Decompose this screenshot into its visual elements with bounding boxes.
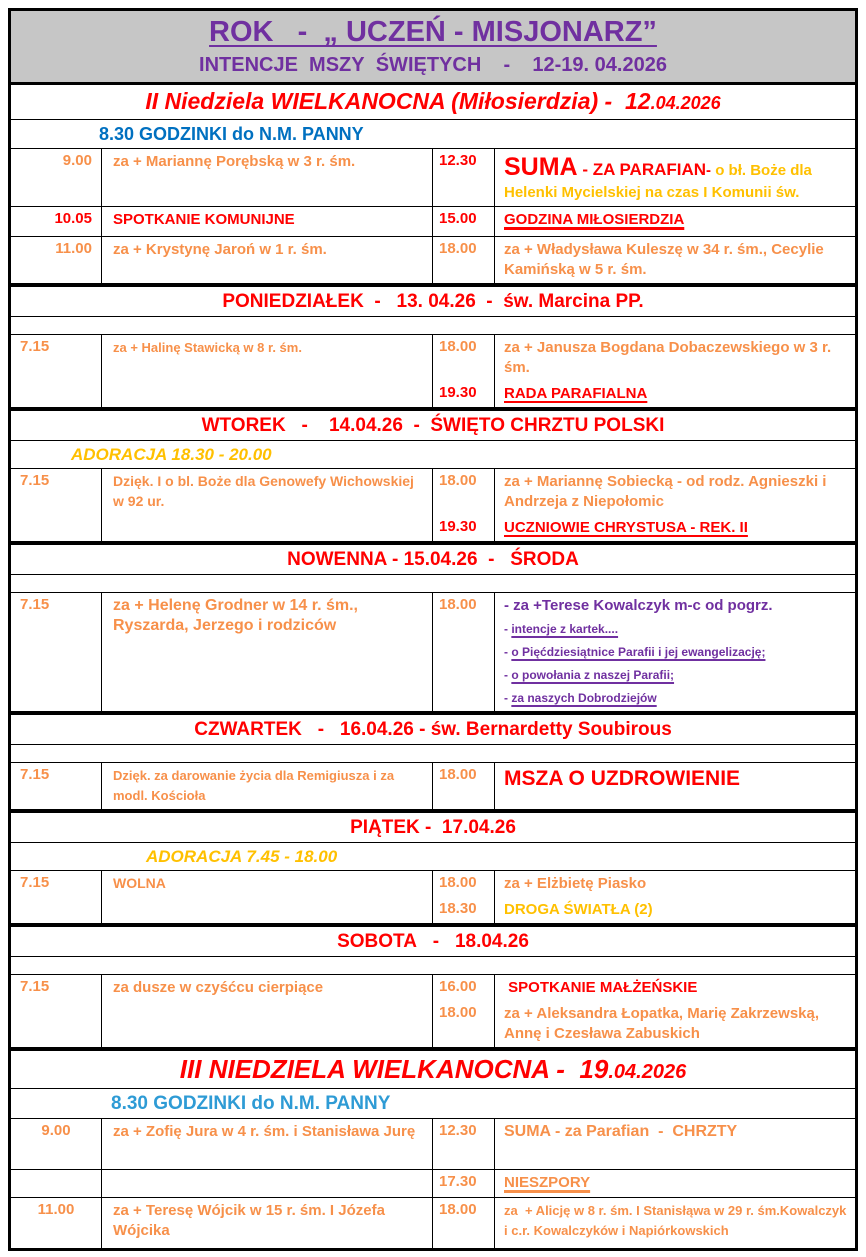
day-section bbox=[11, 923, 855, 1047]
time-cell: 7.15 bbox=[20, 471, 50, 489]
column-divider bbox=[494, 335, 495, 407]
entry-text bbox=[494, 593, 855, 711]
mass-row bbox=[11, 236, 855, 283]
text-run: za + Halinę Stawicką w 8 r. śm. bbox=[113, 339, 302, 355]
intention-text bbox=[504, 900, 847, 920]
intention-text bbox=[504, 1122, 847, 1142]
day-title: PIĄTEK - 17.04.26 bbox=[350, 816, 516, 838]
intention-cell bbox=[101, 763, 432, 809]
entry-time: 18.00 bbox=[439, 471, 477, 489]
right-column bbox=[432, 469, 855, 541]
intention-text bbox=[504, 240, 847, 280]
entry-time: 18.00 bbox=[439, 873, 477, 891]
mass-row bbox=[11, 335, 855, 407]
intention-cell bbox=[101, 469, 432, 541]
column-divider bbox=[494, 1119, 495, 1169]
text-run: SUMA - za Parafian - CHRZTY bbox=[504, 1122, 738, 1140]
intention-text bbox=[113, 338, 422, 358]
column-divider bbox=[432, 1198, 433, 1248]
day-title: PONIEDZIAŁEK - 13. 04.26 - św. Marcina PP. bbox=[222, 290, 644, 312]
entry-text bbox=[494, 1198, 855, 1244]
text-run: - bbox=[504, 667, 512, 682]
column-divider bbox=[101, 149, 102, 206]
text-run: .04.2026 bbox=[608, 1060, 687, 1083]
text-run: za + Helenę Grodner w 14 r. śm., Ryszarda, Jerzego i rodziców bbox=[113, 596, 358, 634]
entry-text bbox=[494, 515, 855, 541]
time-cell: 7.15 bbox=[20, 337, 50, 355]
intention-cell bbox=[101, 1119, 432, 1169]
intention-text bbox=[113, 766, 422, 806]
text-run: za + Mariannę Porębską w 3 r. śm. bbox=[113, 152, 356, 170]
text-run: RADA PARAFIALNA bbox=[504, 384, 648, 402]
right-column bbox=[432, 237, 855, 283]
day-section bbox=[11, 407, 855, 541]
page-header bbox=[11, 11, 855, 85]
column-divider bbox=[494, 1170, 495, 1197]
intention-text bbox=[504, 472, 847, 512]
entry-text bbox=[494, 237, 855, 283]
column-divider bbox=[101, 207, 102, 236]
intention-text bbox=[504, 338, 847, 378]
column-divider bbox=[432, 149, 433, 206]
right-column bbox=[432, 1198, 855, 1248]
entry-text bbox=[494, 763, 855, 795]
intention-text bbox=[113, 472, 422, 512]
time-cell: 7.15 bbox=[20, 873, 50, 891]
entry-text bbox=[494, 1119, 855, 1145]
column-divider bbox=[101, 469, 102, 541]
entry-time: 18.00 bbox=[439, 239, 477, 257]
section-header bbox=[11, 715, 855, 745]
column-divider bbox=[101, 1170, 102, 1197]
right-column bbox=[432, 335, 855, 407]
text-run: za + Elżbietę Piasko bbox=[504, 874, 647, 892]
intention-cell bbox=[101, 149, 432, 206]
text-run: DROGA ŚWIATŁA (2) bbox=[504, 900, 653, 918]
entry-time: 19.30 bbox=[439, 383, 477, 401]
day-title: WTOREK - 14.04.26 - ŚWIĘTO CHRZTU POLSKI bbox=[201, 414, 665, 436]
entry-time: 18.00 bbox=[439, 337, 477, 355]
text-run: za + Janusza Bogdana Dobaczewskiego w 3 r. śm. bbox=[504, 338, 832, 376]
intention-text bbox=[504, 596, 847, 616]
text-run: 19 bbox=[579, 1053, 609, 1084]
right-column bbox=[432, 593, 855, 711]
time-cell: 7.15 bbox=[20, 595, 50, 613]
intention-text bbox=[504, 152, 847, 203]
entry-time: 12.30 bbox=[439, 1121, 477, 1139]
intention-text bbox=[504, 619, 847, 639]
right-column bbox=[432, 207, 855, 236]
entry-time: 17.30 bbox=[439, 1172, 477, 1190]
column-divider bbox=[494, 469, 495, 541]
right-column bbox=[432, 975, 855, 1047]
text-run: SPOTKANIE MAŁŻEŃSKIE bbox=[504, 978, 698, 996]
right-column bbox=[432, 1170, 855, 1197]
intention-cell bbox=[101, 871, 432, 923]
sub-note bbox=[11, 1089, 855, 1119]
intention-cell bbox=[101, 207, 432, 236]
intention-cell bbox=[101, 1170, 432, 1197]
intention-text bbox=[504, 1004, 847, 1044]
mass-row bbox=[11, 593, 855, 711]
column-divider bbox=[494, 593, 495, 711]
mass-row bbox=[11, 1119, 855, 1169]
column-divider bbox=[494, 975, 495, 1047]
text-run: za + Teresę Wójcik w 15 r. śm. I Józefa Wójcika bbox=[113, 1201, 385, 1239]
spacer-row bbox=[11, 957, 855, 975]
text-run: WOLNA bbox=[113, 874, 166, 891]
entry-text bbox=[494, 1001, 855, 1047]
time-cell: 9.00 bbox=[41, 1121, 71, 1139]
mass-row bbox=[11, 975, 855, 1047]
time-cell: 11.00 bbox=[37, 1200, 75, 1218]
entry-text bbox=[494, 207, 855, 233]
column-divider bbox=[101, 335, 102, 407]
text-run: GODZINA MIŁOSIERDZIA bbox=[504, 210, 685, 228]
entry-time: 18.00 bbox=[439, 595, 477, 613]
column-divider bbox=[494, 871, 495, 923]
text-run: - bbox=[504, 621, 512, 636]
page-title: ROK - „ UCZEŃ - MISJONARZ” bbox=[209, 16, 657, 48]
section-header bbox=[11, 411, 855, 441]
intention-text bbox=[504, 688, 847, 708]
text-run: II Niedziela WIELKANOCNA (Miłosierdzia) - bbox=[145, 88, 625, 114]
text-run: - bbox=[504, 644, 512, 659]
intention-text bbox=[113, 596, 422, 636]
column-divider bbox=[101, 1198, 102, 1248]
text-run: za naszych Dobrodziejów bbox=[511, 690, 657, 705]
text-run: ZA PARAFIAN bbox=[592, 159, 707, 179]
column-divider bbox=[494, 763, 495, 809]
intention-text bbox=[504, 1201, 847, 1241]
text-run: o powołania z naszej Parafii; bbox=[511, 667, 675, 682]
entry-text bbox=[494, 897, 855, 923]
mass-row bbox=[11, 206, 855, 236]
intention-text bbox=[504, 384, 847, 404]
intention-text bbox=[504, 766, 847, 792]
column-divider bbox=[101, 871, 102, 923]
text-run: o bł. Boże dla Helenki Mycielskiej na czas I Komunii św. bbox=[504, 161, 812, 201]
intention-text bbox=[504, 642, 847, 662]
text-run: III NIEDZIELA WIELKANOCNA - bbox=[179, 1053, 580, 1084]
intention-cell bbox=[101, 237, 432, 283]
intention-text bbox=[113, 874, 422, 894]
right-column bbox=[432, 763, 855, 809]
text-run: za + Zofię Jura w 4 r. śm. i Stanisława Jurę bbox=[113, 1122, 416, 1140]
mass-row bbox=[11, 763, 855, 809]
intention-text bbox=[504, 874, 847, 894]
column-divider bbox=[101, 593, 102, 711]
intention-text bbox=[113, 152, 422, 172]
entry-time: 16.00 bbox=[439, 977, 477, 995]
day-title: SOBOTA - 18.04.26 bbox=[337, 930, 529, 952]
mass-row bbox=[11, 871, 855, 923]
entry-time: 15.00 bbox=[439, 209, 477, 227]
column-divider bbox=[432, 593, 433, 711]
entry-text bbox=[494, 335, 855, 381]
sub-note bbox=[11, 441, 855, 469]
intention-text bbox=[504, 978, 847, 998]
text-run: - bbox=[504, 690, 512, 705]
masses-table bbox=[11, 85, 855, 1248]
column-divider bbox=[432, 1170, 433, 1197]
intention-text bbox=[113, 240, 422, 260]
column-divider bbox=[101, 237, 102, 283]
day-section bbox=[11, 283, 855, 407]
intention-cell bbox=[101, 975, 432, 1047]
mass-row bbox=[11, 149, 855, 206]
day-title: CZWARTEK - 16.04.26 - św. Bernardetty Soubirous bbox=[194, 718, 672, 740]
mass-row bbox=[11, 1197, 855, 1248]
column-divider bbox=[432, 871, 433, 923]
text-run: - za +Terese Kowalczyk m-c od pogrz. bbox=[504, 596, 773, 614]
text-run: NIESZPORY bbox=[504, 1173, 591, 1191]
section-header bbox=[11, 545, 855, 575]
text-run: za + Mariannę Sobiecką - od rodz. Agnieszki i Andrzeja z Niepołomic bbox=[504, 472, 827, 510]
column-divider bbox=[101, 975, 102, 1047]
column-divider bbox=[432, 763, 433, 809]
time-cell: 7.15 bbox=[20, 977, 50, 995]
entry-time: 18.00 bbox=[439, 1200, 477, 1218]
time-cell bbox=[11, 1170, 101, 1197]
text-run: za + Aleksandra Łopatka, Marię Zakrzewską, Annę i Czesława Zabuskich bbox=[504, 1004, 820, 1042]
entry-time: 18.00 bbox=[439, 765, 477, 783]
intention-text bbox=[113, 978, 422, 998]
time-cell: 11.00 bbox=[55, 239, 92, 257]
column-divider bbox=[494, 207, 495, 236]
intention-text bbox=[504, 665, 847, 685]
entry-text bbox=[494, 871, 855, 897]
column-divider bbox=[432, 207, 433, 236]
sunday-section bbox=[11, 85, 855, 283]
text-run: za + Alicję w 8 r. śm. I Stanisłąwa w 29 r. śm.Kowalczyk i c.r. Kowalczyków i Napiórkowskich bbox=[504, 1202, 847, 1238]
text-run: ADORACJA 18.30 - 20.00 bbox=[71, 444, 272, 464]
text-run: SPOTKANIE KOMUNIJNE bbox=[113, 210, 295, 228]
day-section bbox=[11, 711, 855, 809]
text-run: .04.2026 bbox=[650, 93, 721, 113]
right-column bbox=[432, 149, 855, 206]
entry-time: 19.30 bbox=[439, 517, 477, 535]
column-divider bbox=[101, 1119, 102, 1169]
time-cell: 10.05 bbox=[54, 209, 92, 227]
column-divider bbox=[494, 237, 495, 283]
sunday-section bbox=[11, 1047, 855, 1248]
text-run: UCZNIOWIE CHRYSTUSA - REK. II bbox=[504, 518, 748, 536]
text-run: za + Władysława Kuleszę w 34 r. śm., Cecylie Kamińską w 5 r. śm. bbox=[504, 240, 824, 278]
text-run: 8.30 GODZINKI do N.M. PANNY bbox=[111, 1093, 391, 1115]
section-header bbox=[11, 927, 855, 957]
entry-time: 18.00 bbox=[439, 1003, 477, 1021]
text-run: 12 bbox=[624, 88, 651, 114]
column-divider bbox=[494, 149, 495, 206]
text-run: za dusze w czyśćcu cierpiące bbox=[113, 978, 324, 996]
day-section bbox=[11, 541, 855, 711]
entry-text bbox=[494, 381, 855, 407]
column-divider bbox=[101, 763, 102, 809]
entry-time: 12.30 bbox=[439, 151, 477, 169]
column-divider bbox=[432, 975, 433, 1047]
column-divider bbox=[432, 335, 433, 407]
intention-text bbox=[113, 1201, 422, 1241]
section-header bbox=[11, 287, 855, 317]
intention-cell bbox=[101, 593, 432, 711]
page-subtitle: INTENCJE MSZY ŚWIĘTYCH - 12-19. 04.2026 bbox=[199, 54, 667, 76]
column-divider bbox=[432, 237, 433, 283]
text-run: 8.30 GODZINKI do N.M. PANNY bbox=[99, 123, 364, 144]
text-run: Dzięk. I o bl. Boże dla Genowefy Wichowskiej w 92 ur. bbox=[113, 472, 414, 509]
spacer-row bbox=[11, 745, 855, 763]
entry-text bbox=[494, 975, 855, 1001]
column-divider bbox=[494, 1198, 495, 1248]
section-header bbox=[11, 85, 855, 120]
intention-text bbox=[504, 210, 847, 230]
document-frame bbox=[8, 8, 858, 1251]
mass-row bbox=[11, 1169, 855, 1197]
text-run: - bbox=[577, 159, 593, 179]
entry-text bbox=[494, 469, 855, 515]
intention-text bbox=[113, 1122, 422, 1142]
spacer-row bbox=[11, 317, 855, 335]
text-run: o Pięćdziesiątnice Parafii i jej ewangelizację; bbox=[511, 644, 766, 659]
day-title: NOWENNA - 15.04.26 - ŚRODA bbox=[287, 548, 579, 570]
intention-cell bbox=[101, 1198, 432, 1248]
mass-row bbox=[11, 469, 855, 541]
right-column bbox=[432, 1119, 855, 1169]
column-divider bbox=[432, 469, 433, 541]
section-header bbox=[11, 1051, 855, 1089]
intention-cell bbox=[101, 335, 432, 407]
entry-text bbox=[494, 1170, 855, 1196]
text-run: za + Krystynę Jaroń w 1 r. śm. bbox=[113, 240, 327, 258]
right-column bbox=[432, 871, 855, 923]
entry-time: 18.30 bbox=[439, 899, 477, 917]
spacer-row bbox=[11, 575, 855, 593]
time-cell: 7.15 bbox=[20, 765, 50, 783]
intention-text bbox=[113, 210, 422, 230]
intention-text bbox=[504, 518, 847, 538]
section-header bbox=[11, 813, 855, 843]
text-run: Dzięk. za darowanie życia dla Remigiusza i za modl. Kościoła bbox=[113, 767, 395, 803]
text-run: - bbox=[706, 161, 716, 179]
column-divider bbox=[432, 1119, 433, 1169]
day-section bbox=[11, 809, 855, 923]
entry-text bbox=[494, 149, 855, 206]
text-run: ADORACJA 7.45 - 18.00 bbox=[146, 846, 338, 866]
sub-note bbox=[11, 120, 855, 149]
sub-note bbox=[11, 843, 855, 871]
text-run: intencje z kartek.... bbox=[511, 621, 619, 636]
intention-text bbox=[504, 1173, 847, 1193]
text-run: MSZA O UZDROWIENIE bbox=[504, 766, 741, 790]
text-run: SUMA bbox=[504, 152, 578, 181]
time-cell: 9.00 bbox=[62, 151, 92, 169]
